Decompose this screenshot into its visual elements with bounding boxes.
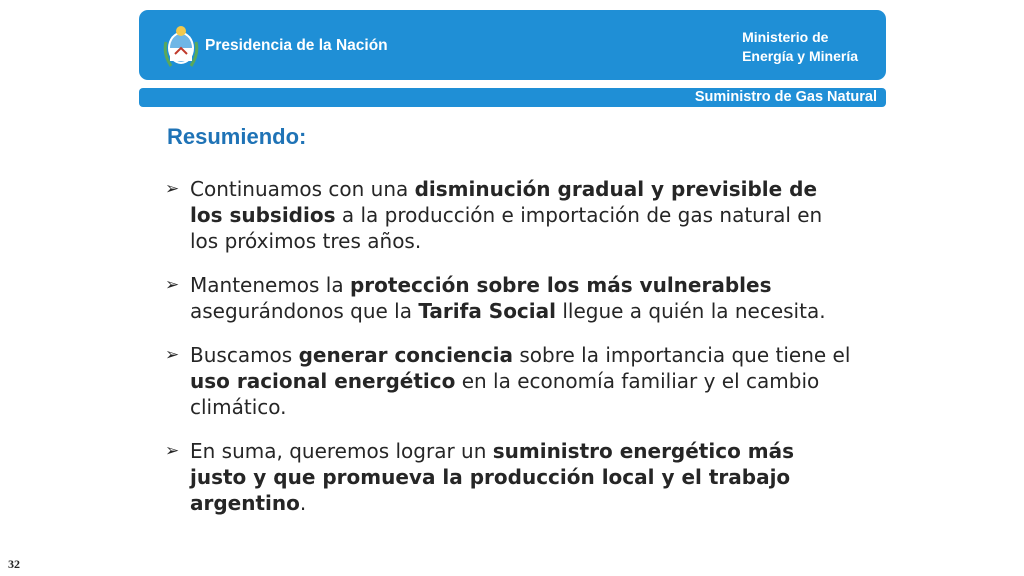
- bullet-emphasis: suministro energético más justo y que promueva la producción local y el trabajo argentino: [190, 439, 795, 515]
- bullet-item: [163, 438, 853, 516]
- bullet-text: .: [299, 491, 307, 515]
- argentina-coat-of-arms-icon: [163, 22, 199, 72]
- ministerio-title: [742, 28, 858, 66]
- bullet-item: [163, 342, 853, 420]
- bullet-item: [163, 272, 853, 324]
- bullet-text: En suma, queremos lograr un: [190, 439, 493, 463]
- bullet-text: Mantenemos la: [190, 273, 350, 297]
- bullet-emphasis: protección sobre los más vulnerables: [349, 273, 772, 297]
- arrow-bullet-icon: ➢: [165, 275, 180, 295]
- sub-banner: [139, 88, 886, 107]
- bullet-text: en la economía familiar y el cambio climático.: [190, 369, 820, 419]
- bullet-text: sobre la importancia que tiene el: [513, 343, 851, 367]
- arrow-bullet-icon: ➢: [165, 345, 180, 365]
- bullet-item: [163, 176, 853, 254]
- page-number: 32: [8, 557, 20, 571]
- bullet-emphasis: disminución gradual y previsible de los subsidios: [190, 177, 818, 227]
- arrow-bullet-icon: ➢: [165, 179, 180, 199]
- bullet-emphasis: generar conciencia: [298, 343, 514, 367]
- bullet-text: a la producción e importación de gas natural en los próximos tres años.: [190, 203, 823, 253]
- arrow-bullet-icon: ➢: [165, 441, 180, 461]
- ministerio-line2: Energía y Minería: [742, 48, 858, 64]
- bullet-text: Continuamos con una: [190, 177, 415, 201]
- bullet-text: asegurándonos que la: [190, 299, 419, 323]
- slide-title: Resumiendo:: [167, 124, 307, 149]
- bullet-emphasis: uso racional energético: [190, 369, 456, 393]
- bullet-list: [163, 176, 853, 534]
- presidencia-title: Presidencia de la Nación: [205, 37, 388, 54]
- header-banner: [139, 10, 886, 80]
- sub-banner-title: Suministro de Gas Natural: [694, 89, 877, 105]
- bullet-text: Buscamos: [190, 343, 299, 367]
- bullet-emphasis: Tarifa Social: [418, 299, 556, 323]
- ministerio-line1: Ministerio de: [742, 29, 829, 45]
- bullet-text: llegue a quién la necesita.: [556, 299, 826, 323]
